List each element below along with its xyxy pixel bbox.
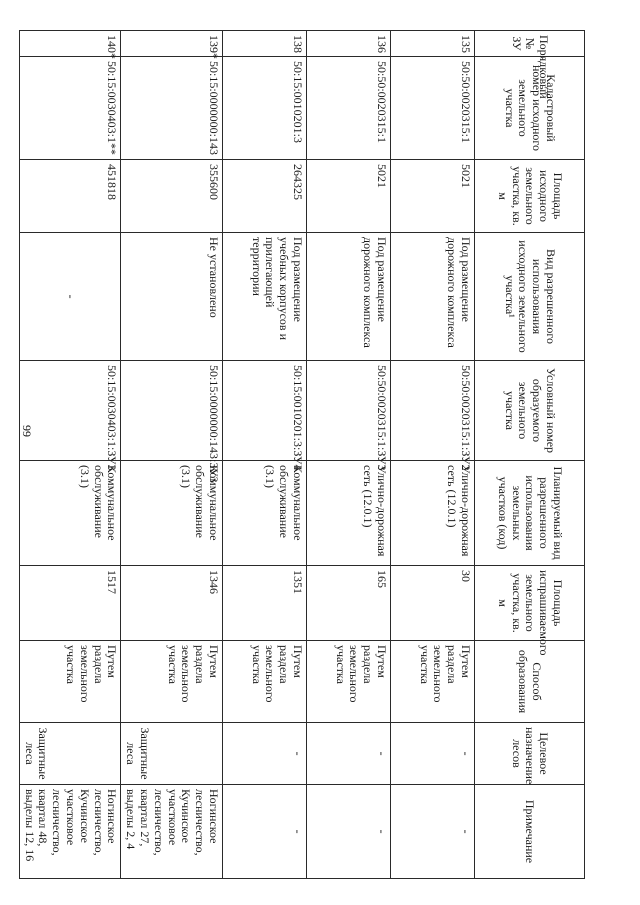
header-cell: Целевое назначение лесов [475, 723, 585, 785]
table-cell: 30 [391, 566, 475, 641]
header-cell: Планируемый вид разрешенного использования земельных участков (код) [475, 461, 585, 566]
header-cell: Площадь испрашиваемого земельного участка, кв. м [475, 566, 585, 641]
header-cell: Площадь исходного земельного участка, кв. м [475, 160, 585, 233]
table-cell: - [307, 785, 391, 879]
table-cell: Коммунальное обслуживание (3.1) [223, 461, 307, 566]
table-cell: 50:15:0010201:3 [223, 57, 307, 160]
table-cell: Не установлено [121, 233, 223, 361]
header-cell: Способ образования [475, 641, 585, 723]
table-cell: - [391, 785, 475, 879]
table-cell: 355600 [121, 160, 223, 233]
table-cell: 50:50:0020315:1 [391, 57, 475, 160]
table-cell: Путем раздела земельного участка [121, 641, 223, 723]
table-row [19, 31, 121, 879]
table-cell: Под размещение дорожного комплекса [307, 233, 391, 361]
table-cell: 1351 [223, 566, 307, 641]
table-cell: Путем раздела земельного участка [223, 641, 307, 723]
table-cell: 138 [223, 31, 307, 57]
table-cell: 139* [121, 31, 223, 57]
table-cell: 50:15:0030403:1** [19, 57, 121, 160]
table-cell: 140* [19, 31, 121, 57]
land-plots-table [19, 30, 585, 879]
table-cell: Путем раздела земельного участка [307, 641, 391, 723]
header-cell: Условный номер образуемого земельного участка [475, 361, 585, 461]
table-cell: 50:50:0020315:1:ЗУ3 [307, 361, 391, 461]
table-cell: 50:50:0020315:1:ЗУ2 [391, 361, 475, 461]
table-cell: Ногинское лесничество, Кучинское участковое лесничество, квартал 27, выделы 2, 4 [121, 785, 223, 879]
table-row [121, 31, 223, 879]
page-number: 99 [20, 425, 34, 437]
table-cell: 451818 [19, 160, 121, 233]
table-cell: Под размещение дорожного комплекса [391, 233, 475, 361]
table-cell: - [19, 233, 121, 361]
table-cell: - [307, 723, 391, 785]
header-cell: Кадастровый номер исходного земельного участка [475, 57, 585, 160]
table-cell: Улично-дорожная сеть (12.0.1) [307, 461, 391, 566]
header-cell: Вид разрешенного использования исходного земельного участка¹ [475, 233, 585, 361]
table-cell: 50:15:0000000:143 [121, 57, 223, 160]
table-row [223, 31, 307, 879]
table-row [391, 31, 475, 879]
table-cell: Улично-дорожная сеть (12.0.1) [391, 461, 475, 566]
table-cell: - [223, 723, 307, 785]
table-cell: Путем раздела земельного участка [391, 641, 475, 723]
table-cell: 135 [391, 31, 475, 57]
table-cell: Путем раздела земельного участка [19, 641, 121, 723]
table-row [307, 31, 391, 879]
table-cell: 50:15:0030403:1:ЗУ3 [19, 361, 121, 461]
table-cell: 50:15:0000000:143:ЗУ3 [121, 361, 223, 461]
table-cell: Защитные леса [121, 723, 223, 785]
table-cell: 5021 [307, 160, 391, 233]
table-cell: 50:50:0020315:1 [307, 57, 391, 160]
table-cell: 50:15:0010201:3:ЗУ4 [223, 361, 307, 461]
table-cell: Ногинское лесничество, Кучинское участковое лесничество, квартал 48, выделы 12, 16 [19, 785, 121, 879]
header-cell: Примечание [475, 785, 585, 879]
table-header-row [475, 31, 585, 879]
table-cell: - [223, 785, 307, 879]
table-cell: 165 [307, 566, 391, 641]
table-cell: Коммунальное обслуживание (3.1) [19, 461, 121, 566]
table-cell: Под размещение учебных корпусов и прилегающей территории [223, 233, 307, 361]
table-cell: Защитные леса [19, 723, 121, 785]
table-cell: 1346 [121, 566, 223, 641]
table-cell: Коммунальное обслуживание (3.1) [121, 461, 223, 566]
table-cell: - [391, 723, 475, 785]
header-cell: Порядковый № ЗУ [475, 31, 585, 57]
table-cell: 136 [307, 31, 391, 57]
table-cell: 1517 [19, 566, 121, 641]
table-cell: 5021 [391, 160, 475, 233]
table-cell: 264325 [223, 160, 307, 233]
